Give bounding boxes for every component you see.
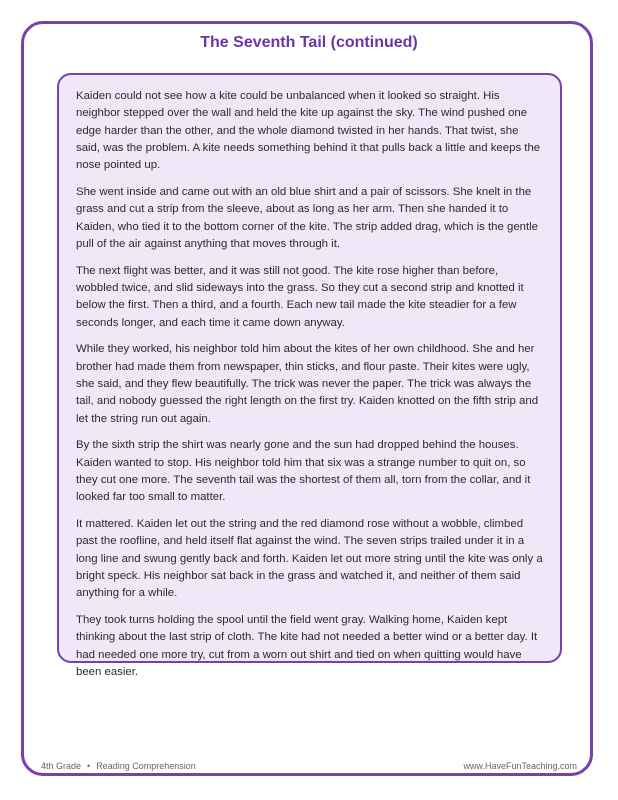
footer-website: www.HaveFunTeaching.com — [463, 761, 577, 771]
page-title: The Seventh Tail (continued) — [200, 34, 418, 51]
paragraph-2: She went inside and came out with an old blue shirt and a pair of scissors. She knelt in the grass and cut a strip from the sleeve, about as long as her arm. Then she handed it to Kaiden, who tied it to the bottom corner of the kite. The strip added drag, which is the gentle pull of the air against anything that moves through it. — [76, 185, 539, 250]
paragraph-5: By the sixth strip the shirt was nearly gone and the sun had dropped behind the houses. Kaiden wanted to stop. His neighbor told him that six was a strange number to quit on, so they cut one more. The seventh tail was the shortest of them all, torn from the collar, and it looked far too small to matter. — [76, 439, 531, 504]
paragraph-7: They took turns holding the spool until the field went gray. Walking home, Kaiden kept thinking about the last strip of cloth. The kite had not needed a better wind or a better day. It had needed one more try, cut from a worn out shirt and tied on when quitting would have been easier. — [76, 614, 538, 678]
paragraph-6: It mattered. Kaiden let out the string and the red diamond rose without a wobble, climbed past the roofline, and held itself flat against the wind. The seven strips trailed under it in a long line and swung gently back and forth. Kaiden let out more string until the kite was only a bright speck. His neighbor sat back in the grass and watched it, and neither of them said anything for a while. — [76, 518, 543, 600]
story-passage — [57, 73, 562, 678]
footer-subject: Reading Comprehension — [96, 761, 196, 771]
footer-left — [41, 761, 196, 771]
footer-grade: 4th Grade — [41, 761, 82, 771]
paragraph-3: The next flight was better, and it was still not good. The kite rose higher than before, wobbled twice, and slid sideways into the grass. So they cut a second strip and knotted it below the first. Then a third, and a fourth. Each new tail made the kite steadier for a few seconds longer, and each time it came down anyway. — [76, 264, 524, 329]
paragraph-1: Kaiden could not see how a kite could be unbalanced when it looked so straight. His neighbor stepped over the wall and held the kite up against the sky. The wind pushed one edge harder than the other, and the whole diamond twisted in her hands. That twist, she said, was the problem. A kite needs something behind it that pulls back a little and keeps the nose pointed up. — [76, 90, 541, 172]
paragraph-4: While they worked, his neighbor told him about the kites of her own childhood. She and her brother had made them from newspaper, thin sticks, and flour paste. Their kites were ugly, she said, and they flew beautifully. The trick was never the paper. The trick was always the tail, and nobody guessed the right length on the first try. Kaiden knotted on the fifth strip and let the string run out again. — [76, 343, 539, 425]
footer-separator: • — [87, 761, 91, 771]
